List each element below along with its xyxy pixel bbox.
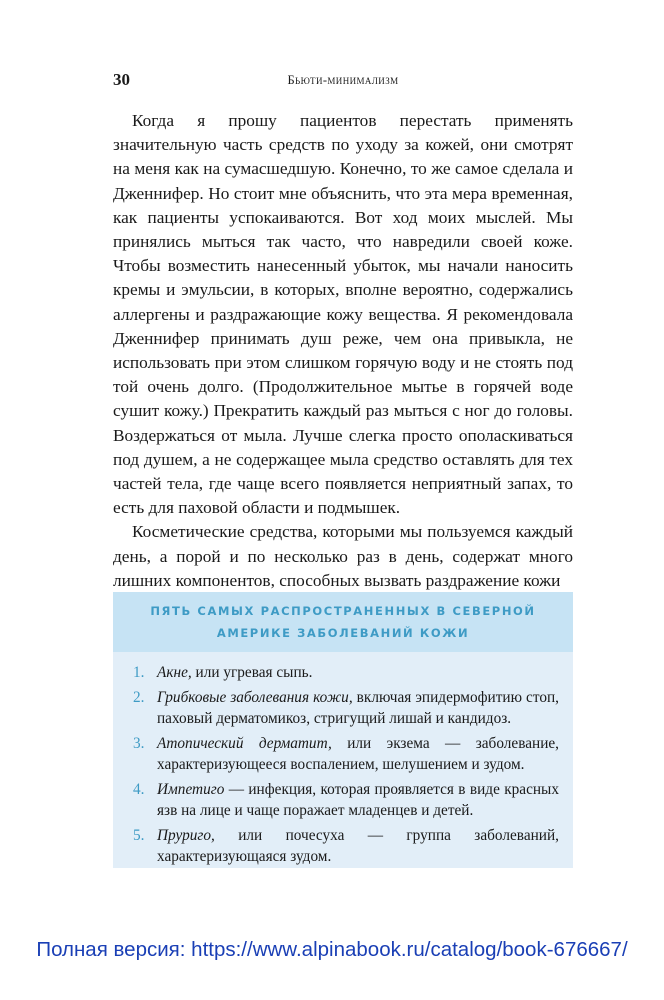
list-item	[133, 733, 559, 776]
list-number: 2.	[133, 688, 145, 706]
paragraph-1: Когда я прошу пациентов перестать применять значительную часть средств по уходу за кожей, они смотрят на меня как на сумасшедшую. Конечно, то же самое сделала и Дженнифер. Но стоит мне объяснить, что эта мера временная, как пациенты успокаиваются. Вот ход моих мыслей. Мы принялись мыться так часто, что навредили своей коже. Чтобы возместить нанесенный убыток, мы начали наносить кремы и эмульсии, в которых, вполне вероятно, содержались аллергены и раздражающие кожу вещества. Я рекомендовала Дженнифер принимать душ реже, чем она привыкла, не использовать при этом слишком горячую воду и не стоять под той очень долго. (Продолжительное мытье в горячей воде сушит кожу.) Прекратить каждый раз мыться с ног до головы. Воздержаться от мыла. Лучше слегка просто ополаскиваться под душем, а не содержащее мыла средство оставлять для тех частей тела, где чаще всего появляется неприятный запах, то есть для паховой области и подмышек.	[113, 111, 573, 518]
disease-term: Пруриго,	[157, 826, 215, 844]
list-item	[133, 825, 559, 868]
list-number: 3.	[133, 734, 145, 752]
list-number: 5.	[133, 826, 145, 844]
disease-description: — инфекция, которая проявляется в виде красных язв на лице и чаще поражает младенцев и детей.	[157, 780, 559, 819]
disease-description: или почесуха — группа заболеваний, характеризующаяся зудом.	[157, 826, 559, 865]
list-number: 4.	[133, 780, 145, 798]
disease-term: Импетиго	[157, 780, 225, 798]
paragraph-2: Косметические средства, которыми мы пользуемся каждый день, а порой и по несколько раз в день, содержат много лишних компонентов, способных вызвать раздражение кожи	[113, 522, 573, 590]
list-item	[133, 779, 559, 822]
sidebar-box-title: ПЯТЬ САМЫХ РАСПРОСТРАНЕННЫХ В СЕВЕРНОЙ АМЕРИКЕ ЗАБОЛЕВАНИЙ КОЖИ	[150, 604, 536, 640]
running-title: Бьюти-минимализм	[287, 73, 399, 87]
sidebar-box	[113, 592, 573, 868]
list-number: 1.	[133, 664, 145, 681]
disease-list	[113, 652, 573, 868]
disease-description: включая эпидермофитию стоп, паховый дерматомикоз, стригущий лишай и кандидоз.	[157, 688, 559, 727]
sidebar-box-header	[113, 592, 573, 652]
list-item	[133, 662, 559, 684]
disease-term: Атопический дерматит,	[157, 734, 332, 752]
body-text	[113, 109, 573, 593]
disease-term: Грибковые заболевания кожи,	[157, 688, 353, 706]
list-item	[133, 687, 559, 730]
disease-description: или угревая сыпь.	[191, 664, 313, 681]
full-version-link[interactable]: Полная версия: https://www.alpinabook.ru/catalog/book-676667/	[36, 938, 628, 961]
page-number: 30	[113, 70, 130, 89]
disease-description: или экзема — заболевание, характеризующееся воспалением, шелушением и зудом.	[157, 734, 560, 773]
page-header	[113, 70, 573, 94]
disease-term: Акне,	[157, 664, 192, 681]
